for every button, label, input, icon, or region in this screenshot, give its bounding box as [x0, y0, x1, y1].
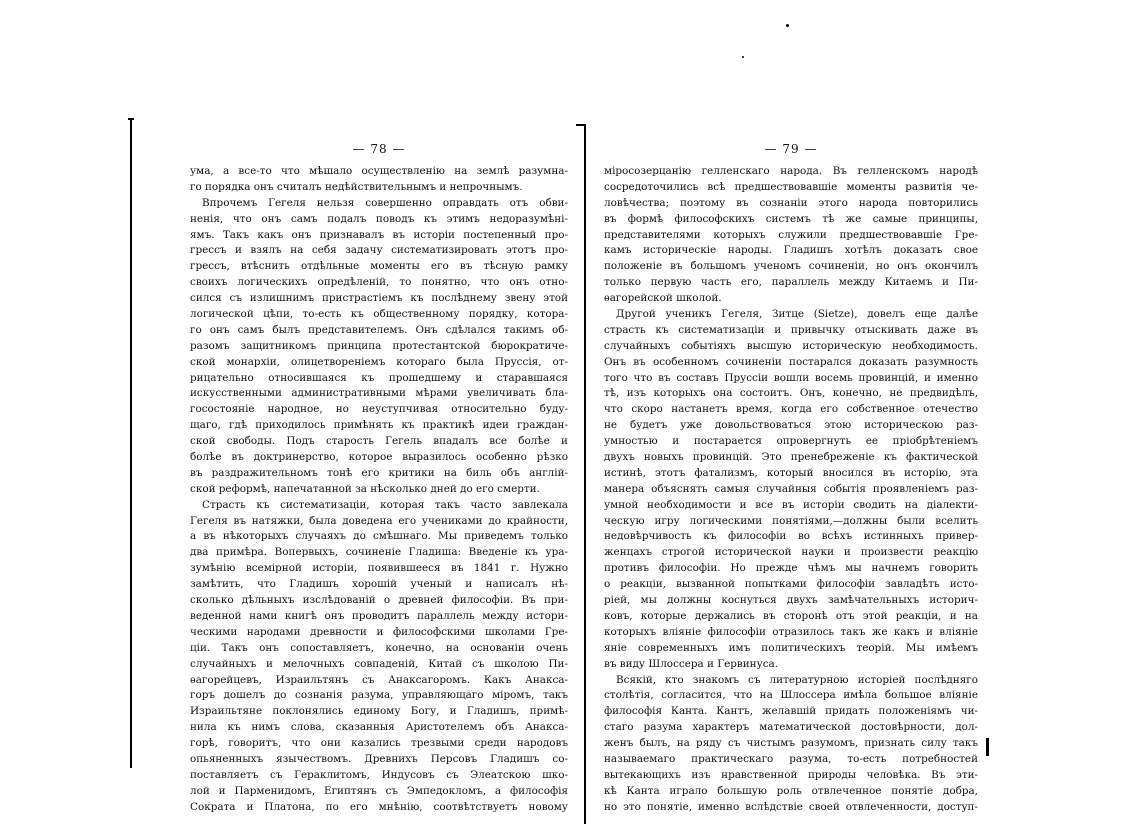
text-line: въ виду Шлоссера и Гервинуса.: [604, 657, 779, 670]
scan-speck: [786, 24, 789, 27]
text-line: Впрочемъ Гегеля нельзя совершенно оправдать отъ обви-: [202, 196, 568, 209]
text-line: того что въ составъ Пруссіи вошли восемь провинцій, и именно: [604, 371, 978, 384]
scan-margin-mark: [986, 738, 989, 756]
text-line: Сократа и Платона, по его мнѣнію, соотвѣтствуетъ новому: [190, 800, 568, 813]
text-line: ковъ, которые держались въ сторонѣ отъ этой реакціи, и на: [604, 609, 978, 622]
text-line: го онъ самъ былъ представителемъ. Онъ сдѣлался такимъ об-: [190, 323, 568, 336]
text-line: разомъ защитникомъ принципа протестантской бюрократиче-: [190, 339, 568, 352]
text-line: ской реформѣ, напечатанной за нѣсколько дней до его смерти.: [190, 482, 540, 495]
text-line: двухъ новыхъ провинцій. Это пренебреженіе къ фактической: [604, 451, 978, 464]
text-line: представителями которыхъ служили предшествовавшіе Гре-: [604, 228, 978, 241]
text-line: міросозерцанію гелленскаго народа. Въ гелленскомъ народѣ: [604, 165, 978, 177]
text-line: ріей, мы должны коснуться двухъ замѣчательныхъ историч-: [604, 594, 978, 607]
text-line: сколько дѣльныхъ изслѣдованій о древней философіи. Въ при-: [190, 594, 568, 607]
text-line: нила къ нимъ слова, сказанныя Аристотелемъ объ Анакса-: [190, 721, 568, 734]
text-line: положеніе въ большомъ ученомъ сочиненіи, но онъ окончилъ: [604, 260, 978, 273]
binding-edge-left: [130, 118, 132, 768]
binding-edge-left-tip: [128, 118, 134, 120]
book-spine-gutter-tip: [576, 124, 584, 126]
text-line: Другой ученикъ Гегеля, Зитце (Sietze), довелъ еще далѣе: [616, 308, 978, 321]
text-line: ловѣчества; поэтому въ сознаніи этого народа повторились: [604, 196, 978, 209]
text-line: искусственными административными мѣрами увеличивать бла-: [190, 387, 568, 400]
text-line: лой и Парменидомъ, Египтянъ съ Эмпедокломъ, а философія: [190, 784, 568, 797]
text-line: женцахъ строгой исторической науки и произвести реакцію: [604, 546, 978, 559]
text-line: грессъ и взялъ на себя задачу систематизировать этотъ про-: [190, 244, 568, 257]
text-line: Всякій, кто знакомъ съ литературною исторіей послѣдняго: [616, 673, 978, 686]
text-line: горѣ, говоритъ, что они казались трезвыми среди народовъ: [190, 737, 568, 750]
text-line: щаго, гдѣ приходилось примѣнять къ практикѣ идеи граждан-: [190, 419, 568, 432]
text-line: сосредоточились всѣ предшествовавшіе моменты развитія че-: [604, 180, 978, 193]
text-line: Страсть къ систематизаціи, которая такъ часто завлекала: [202, 498, 568, 511]
text-line: не будетъ уже довольствоваться этою историческою раз-: [604, 419, 978, 432]
text-line: вытекающихъ изъ нравственной природы человѣка. Въ эти-: [604, 768, 978, 781]
text-line: ческими народами древности и философскими школами Гре-: [190, 625, 568, 638]
text-line: опьяненныхъ язычествомъ. Древнихъ Персовъ Гладишъ со-: [190, 752, 568, 765]
text-line: кѣ Канта играло большую роль отвлеченное понятіе добра,: [604, 784, 978, 797]
text-line: тѣ, изъ которыхъ она состоитъ. Онъ, конечно, не предвидѣлъ,: [604, 387, 978, 400]
text-line: умностью и постарается опровергнуть ее пріобрѣтеніемъ: [604, 435, 978, 448]
text-line: но это понятіе, именно вслѣдствіе своей отвлеченности, доступ-: [604, 800, 978, 813]
text-line: Израильтяне поклонялись единому Богу, и Гладишъ, примѣ-: [190, 705, 568, 718]
text-line: истинѣ, этотъ фатализмъ, который вносился въ исторію, эта: [604, 466, 978, 479]
text-line: го порядка онъ считалъ недѣйствительнымъ и непрочнымъ.: [190, 180, 523, 193]
text-line: ѳагорейцевъ, Израильтянъ съ Анаксагоромъ. Какъ Анакса-: [190, 673, 568, 686]
text-line: только первую часть его, параллель между Китаемъ и Пи-: [604, 276, 978, 289]
text-line: называемаго практическаго разума, то-есть потребностей: [604, 752, 978, 765]
text-line: умной необходимости и все въ исторіи сводить на діалекти-: [604, 498, 978, 511]
text-line: веденной нами книгѣ онъ проводитъ параллель между истори-: [190, 609, 568, 622]
text-line: ческую игру логическими понятіями,—должны были вселить: [604, 514, 978, 527]
text-line: логической цѣпи, то-есть къ общественному порядку, которa-: [190, 308, 568, 321]
text-line: философія Канта. Кантъ, желавшій придать положеніямъ чи-: [604, 705, 978, 718]
text-line: горъ дошелъ до сознанія разума, управляющаго міромъ, такъ: [190, 689, 568, 702]
text-line: ской монархіи, олицетвореніемъ котораго была Пруссія, от-: [190, 355, 568, 368]
text-line: своихъ логическихъ опредѣленій, то понятно, что онъ отно-: [190, 276, 568, 289]
text-line: которыхъ вліяніе философіи отразилось такъ же какъ и вліяніе: [604, 625, 978, 638]
right-page-number: — 79 —: [764, 142, 818, 156]
text-line: а въ нѣкоторыхъ случаяхъ до смѣшнаго. Мы приведемъ только: [190, 530, 568, 543]
book-spine-gutter: [584, 124, 586, 824]
text-line: противъ философіи. Но прежде чѣмъ мы начнемъ говорить: [604, 562, 978, 575]
text-line: яніе современныхъ имъ политическихъ теорій. Мы имѣемъ: [604, 641, 978, 654]
text-line: сился съ излишнимъ пристрастіемъ къ послѣднему звену этой: [190, 292, 568, 305]
text-line: манера объяснять самыя случайныя событія проявленіемъ раз-: [604, 482, 978, 495]
text-line: стаго разума характеръ математической достовѣрности, дол-: [604, 721, 978, 734]
text-line: ской свободы. Подъ старость Гегель впадалъ все болѣе и: [190, 435, 568, 448]
text-line: ненія, что онъ самъ подалъ поводъ къ этимъ недоразумѣні-: [190, 212, 568, 225]
text-line: рицательно относившаяся къ прошедшему и старавшаяся: [190, 371, 568, 384]
text-line: зумѣнію всемірной исторіи, появившееся въ 1841 г. Нужно: [190, 562, 568, 575]
text-line: госостояніе народное, но неуступчивая относительно буду-: [190, 403, 568, 416]
text-line: въ формѣ философскихъ системъ тѣ же самые принципы,: [604, 212, 978, 225]
text-line: ціи. Такъ онъ сопоставляетъ, конечно, на основаніи очень: [190, 641, 568, 654]
text-line: Гегеля въ натяжки, была доведена его учениками до крайности,: [190, 514, 568, 527]
text-line: камъ историческіе народы. Гладишъ хотѣлъ доказать свое: [604, 244, 978, 257]
text-line: что скоро настанетъ время, когда его собственное отечество: [604, 403, 978, 416]
text-line: ума, а все-то что мѣшало осуществленію на землѣ разумна-: [190, 165, 568, 177]
right-page: [604, 142, 978, 816]
text-line: случайныхъ событіяхъ высшую историческую необходимость.: [604, 339, 978, 352]
text-line: страсть къ систематизаціи и привычку отыскивать даже въ: [604, 323, 978, 336]
text-line: поставляетъ съ Гераклитомъ, Индусовъ съ Элеатскою шко-: [190, 768, 568, 781]
text-line: случайныхъ и мелочныхъ совпаденій, Китай съ школою Пи-: [190, 657, 568, 670]
text-line: Онъ въ особенномъ сочиненіи постарался доказать разумность: [604, 355, 978, 368]
right-page-text: [604, 164, 978, 816]
text-line: болѣе въ доктринерство, которое выразилось особенно рѣзко: [190, 451, 568, 464]
text-line: ѳагорейской школой.: [604, 292, 722, 305]
text-line: два примѣра. Вопервыхъ, сочиненіе Гладиша: Введеніе къ ура-: [190, 546, 568, 559]
text-line: замѣтить, что Гладишъ хорошій ученый и написалъ нѣ-: [190, 578, 568, 591]
text-line: о реакціи, вызванной попытками философіи завладѣть исто-: [604, 578, 978, 591]
left-page: [190, 142, 568, 816]
scan-speck: [742, 56, 744, 58]
left-page-number: — 78 —: [352, 142, 406, 156]
text-line: недовѣрчивость къ философіи во всѣхъ истинныхъ привер-: [604, 530, 978, 543]
left-page-text: [190, 164, 568, 816]
text-line: женъ былъ, на ряду съ чистымъ разумомъ, признать силу такъ: [604, 737, 978, 750]
text-line: ямъ. Такъ какъ онъ признавалъ въ исторіи постепенный про-: [190, 228, 568, 241]
text-line: въ раздражительномъ тонѣ его критики на биль объ англій-: [190, 466, 568, 479]
text-line: столѣтія, согласится, что на Шлоссера имѣла большое вліяніе: [604, 689, 978, 702]
text-line: грессъ, втѣснить отдѣльные моменты его въ тѣсную рамку: [190, 260, 568, 273]
